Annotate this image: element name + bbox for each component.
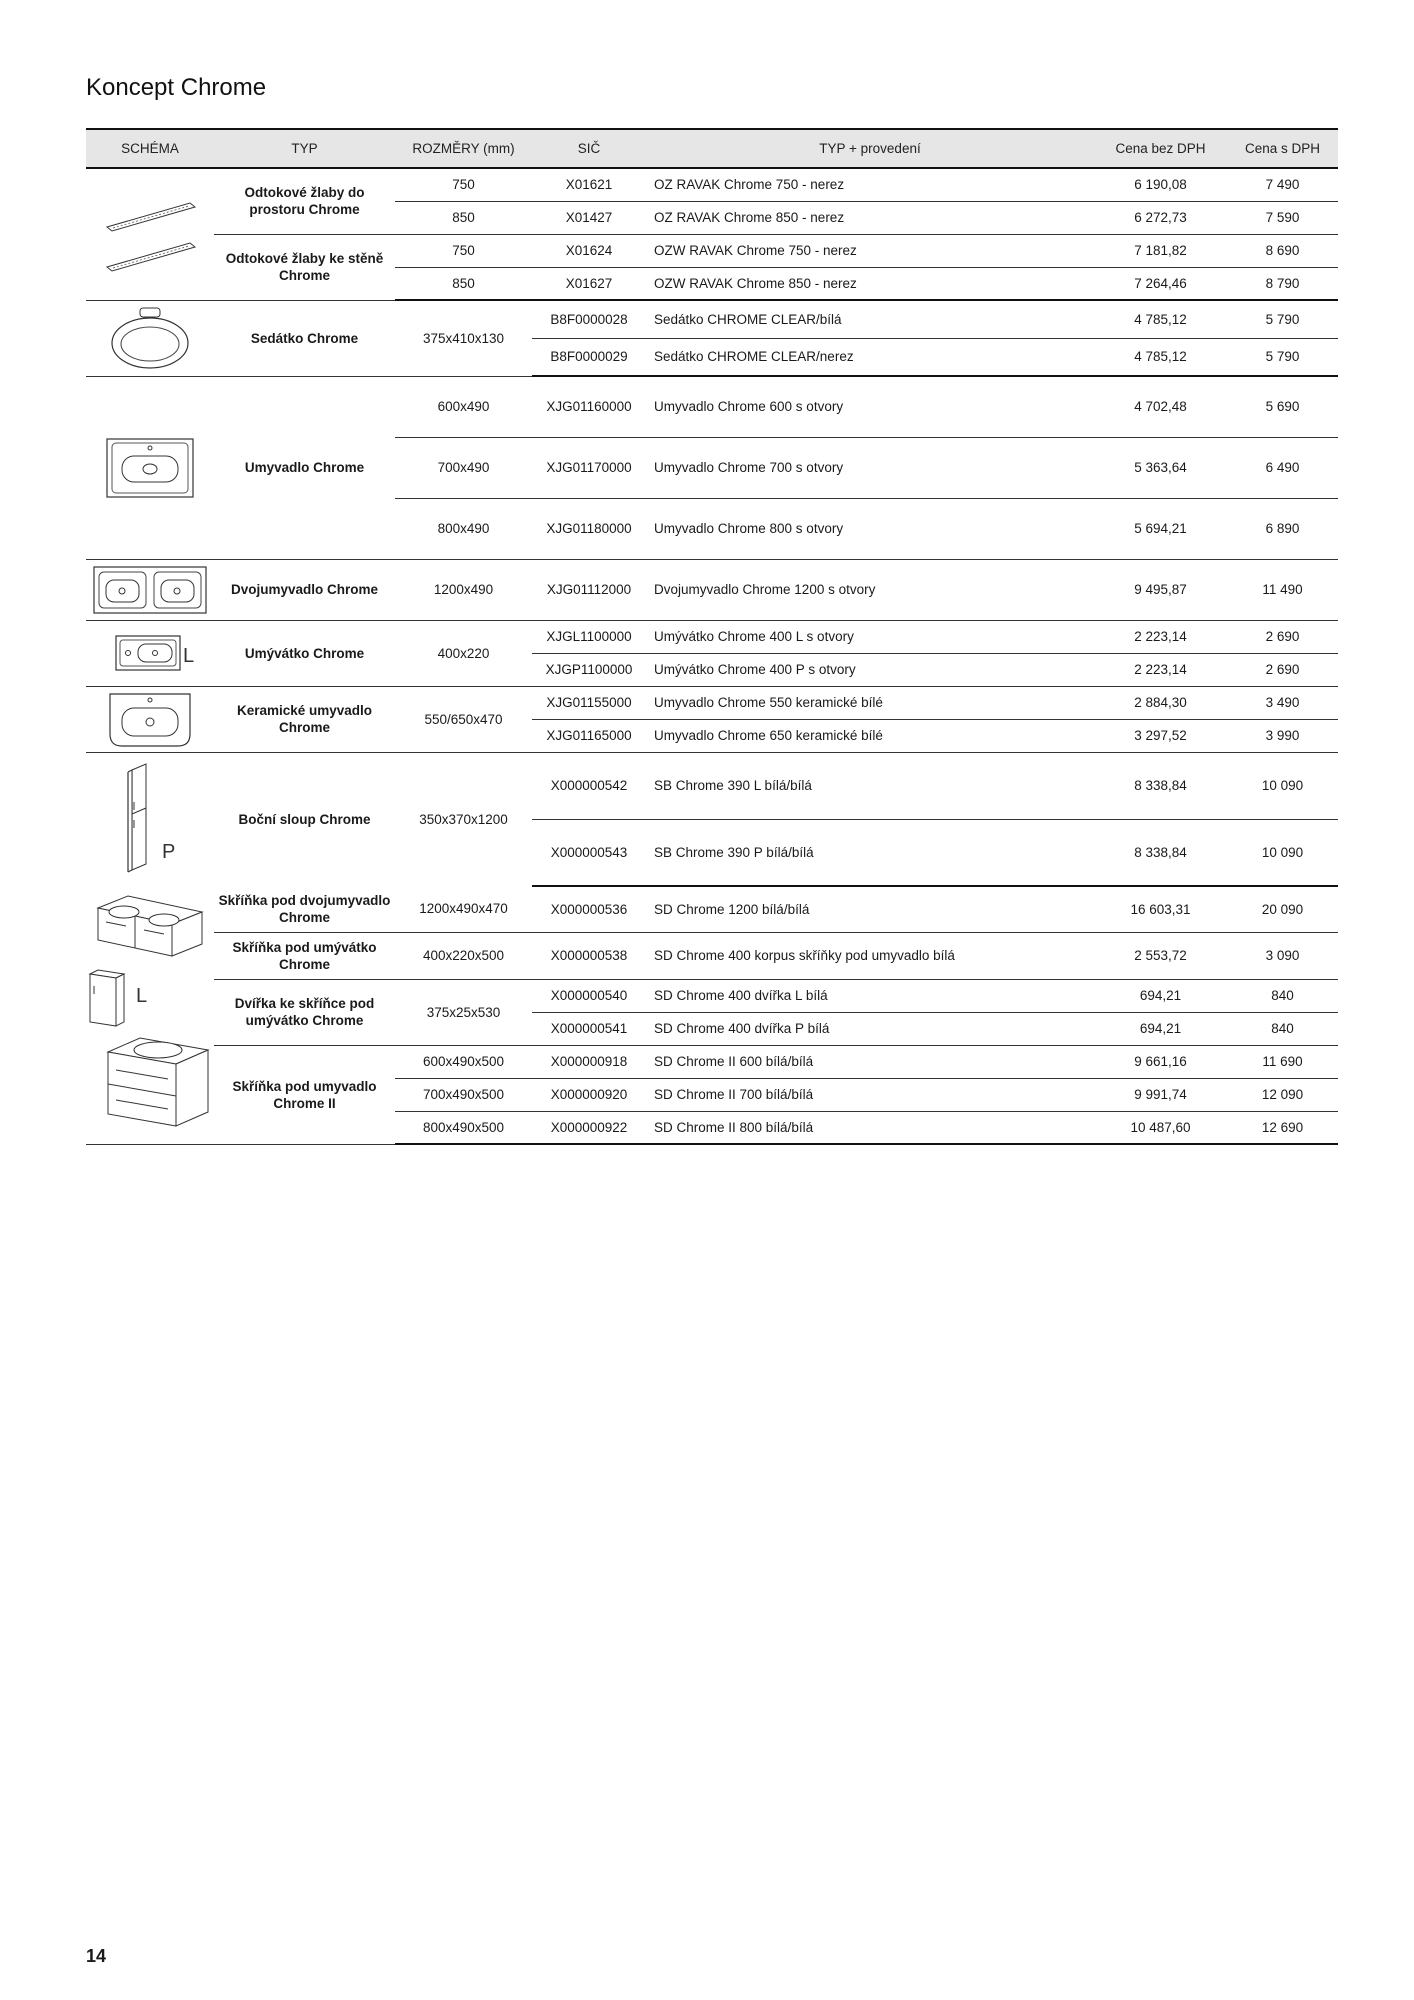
dims-cell: 700x490 <box>395 437 532 498</box>
price-ex-cell: 6 190,08 <box>1094 168 1227 201</box>
code-cell: X000000922 <box>532 1111 646 1144</box>
price-table <box>86 128 1338 1145</box>
code-cell: XJGP1100000 <box>532 653 646 686</box>
header-sic: SIČ <box>532 129 646 168</box>
table-row <box>86 620 1338 653</box>
price-ex-cell: 9 661,16 <box>1094 1045 1227 1078</box>
price-inc-cell: 3 090 <box>1227 932 1338 979</box>
washbasin-icon <box>104 436 196 500</box>
dims-cell: 400x220 <box>395 620 532 686</box>
type-small-basin-cabinet: Skříňka pod umývátko Chrome <box>214 932 395 979</box>
header-cena-s-dph: Cena s DPH <box>1227 129 1338 168</box>
desc-cell: Umyvadlo Chrome 650 keramické bílé <box>646 719 1094 752</box>
price-inc-cell: 7 490 <box>1227 168 1338 201</box>
code-cell: X000000536 <box>532 886 646 932</box>
code-cell: X01627 <box>532 267 646 300</box>
double-washbasin-icon <box>92 564 208 616</box>
price-ex-cell: 4 785,12 <box>1094 300 1227 338</box>
dims-cell: 750 <box>395 234 532 267</box>
type-toilet-seat: Sedátko Chrome <box>214 300 395 376</box>
desc-cell: OZW RAVAK Chrome 850 - nerez <box>646 267 1094 300</box>
desc-cell: SB Chrome 390 L bílá/bílá <box>646 752 1094 819</box>
cabinets-schema <box>86 886 214 1144</box>
code-cell: X000000538 <box>532 932 646 979</box>
table-row <box>86 752 1338 819</box>
price-ex-cell: 694,21 <box>1094 979 1227 1012</box>
dims-cell: 850 <box>395 267 532 300</box>
dims-cell: 400x220x500 <box>395 932 532 979</box>
type-double-washbasin: Dvojumyvadlo Chrome <box>214 559 395 620</box>
code-cell: XJG01155000 <box>532 686 646 719</box>
dims-cell: 800x490 <box>395 498 532 559</box>
small-basin-icon <box>100 628 200 678</box>
toilet-seat-schema <box>86 300 214 376</box>
price-inc-cell: 840 <box>1227 979 1338 1012</box>
washbasin-schema <box>86 376 214 559</box>
dims-cell: 750 <box>395 168 532 201</box>
price-ex-cell: 5 694,21 <box>1094 498 1227 559</box>
dims-cell: 850 <box>395 201 532 234</box>
price-ex-cell: 7 181,82 <box>1094 234 1227 267</box>
price-ex-cell: 2 884,30 <box>1094 686 1227 719</box>
dims-cell: 550/650x470 <box>395 686 532 752</box>
price-inc-cell: 10 090 <box>1227 819 1338 886</box>
dims-cell: 700x490x500 <box>395 1078 532 1111</box>
desc-cell: Umyvadlo Chrome 550 keramické bílé <box>646 686 1094 719</box>
desc-cell: OZ RAVAK Chrome 850 - nerez <box>646 201 1094 234</box>
code-cell: XJG01165000 <box>532 719 646 752</box>
code-cell: X000000543 <box>532 819 646 886</box>
page-number: 14 <box>86 1946 107 1966</box>
type-side-column: Boční sloup Chrome <box>238 811 371 827</box>
dims-cell: 375x410x130 <box>395 300 532 376</box>
desc-cell: SD Chrome II 800 bílá/bílá <box>646 1111 1094 1144</box>
table-row <box>86 979 1338 1012</box>
price-inc-cell: 20 090 <box>1227 886 1338 932</box>
ceramic-basin-schema <box>86 686 214 752</box>
page-title: Koncept Chrome <box>86 74 267 101</box>
code-cell: XJG01180000 <box>532 498 646 559</box>
type-drain-wall: Odtokové žlaby ke stěně Chrome <box>214 234 395 300</box>
code-cell: X000000542 <box>532 752 646 819</box>
price-inc-cell: 5 790 <box>1227 300 1338 338</box>
small-basin-schema <box>86 620 214 686</box>
table-row <box>86 686 1338 719</box>
price-ex-cell: 2 223,14 <box>1094 620 1227 653</box>
price-inc-cell: 11 690 <box>1227 1045 1338 1078</box>
header-typ: TYP <box>214 129 395 168</box>
desc-cell: Dvojumyvadlo Chrome 1200 s otvory <box>646 559 1094 620</box>
code-cell: XJG01112000 <box>532 559 646 620</box>
code-cell: X01624 <box>532 234 646 267</box>
code-cell: B8F0000029 <box>532 338 646 376</box>
double-washbasin-schema <box>86 559 214 620</box>
desc-cell: SD Chrome II 700 bílá/bílá <box>646 1078 1094 1111</box>
code-cell: X000000918 <box>532 1045 646 1078</box>
dims-cell: 1200x490x470 <box>395 886 532 932</box>
price-ex-cell: 9 991,74 <box>1094 1078 1227 1111</box>
price-inc-cell: 12 090 <box>1227 1078 1338 1111</box>
code-cell: XJG01160000 <box>532 376 646 437</box>
price-inc-cell: 2 690 <box>1227 620 1338 653</box>
price-inc-cell: 12 690 <box>1227 1111 1338 1144</box>
table-header-row <box>86 129 1338 168</box>
price-inc-cell: 2 690 <box>1227 653 1338 686</box>
desc-cell: Umyvadlo Chrome 600 s otvory <box>646 376 1094 437</box>
cabinets-icon <box>88 890 212 1140</box>
price-inc-cell: 6 490 <box>1227 437 1338 498</box>
code-cell: X000000920 <box>532 1078 646 1111</box>
desc-cell: Umyvadlo Chrome 800 s otvory <box>646 498 1094 559</box>
desc-cell: SD Chrome 400 korpus skříňky pod umyvadlo bílá <box>646 932 1094 979</box>
schema-label-p: P <box>162 841 176 864</box>
code-cell: B8F0000028 <box>532 300 646 338</box>
code-cell: XJG01170000 <box>532 437 646 498</box>
price-inc-cell: 8 690 <box>1227 234 1338 267</box>
desc-cell: OZW RAVAK Chrome 750 - nerez <box>646 234 1094 267</box>
dims-cell: 800x490x500 <box>395 1111 532 1144</box>
desc-cell: SD Chrome 400 dvířka P bílá <box>646 1012 1094 1045</box>
desc-cell: Umyvadlo Chrome 700 s otvory <box>646 437 1094 498</box>
header-cena-bez-dph: Cena bez DPH <box>1094 129 1227 168</box>
type-small-basin: Umývátko Chrome <box>214 620 395 686</box>
dims-cell: 600x490 <box>395 376 532 437</box>
price-inc-cell: 5 790 <box>1227 338 1338 376</box>
desc-cell: Sedátko CHROME CLEAR/bílá <box>646 300 1094 338</box>
header-rozmery: ROZMĚRY (mm) <box>395 129 532 168</box>
price-inc-cell: 6 890 <box>1227 498 1338 559</box>
price-inc-cell: 11 490 <box>1227 559 1338 620</box>
price-inc-cell: 10 090 <box>1227 752 1338 819</box>
price-ex-cell: 6 272,73 <box>1094 201 1227 234</box>
desc-cell: SD Chrome 400 dvířka L bílá <box>646 979 1094 1012</box>
price-inc-cell: 3 990 <box>1227 719 1338 752</box>
desc-cell: SD Chrome 1200 bílá/bílá <box>646 886 1094 932</box>
drain-channel-icon <box>95 189 205 279</box>
schema-label-l: L <box>183 645 195 667</box>
header-provedeni: TYP + provedení <box>646 129 1094 168</box>
table-row <box>86 886 1338 932</box>
side-column-schema <box>86 752 214 886</box>
price-inc-cell: 840 <box>1227 1012 1338 1045</box>
side-column-icon <box>110 760 190 878</box>
price-ex-cell: 4 702,48 <box>1094 376 1227 437</box>
table-row <box>86 1045 1338 1078</box>
desc-cell: Umývátko Chrome 400 P s otvory <box>646 653 1094 686</box>
code-cell: X000000541 <box>532 1012 646 1045</box>
price-ex-cell: 7 264,46 <box>1094 267 1227 300</box>
toilet-seat-icon <box>105 305 195 371</box>
desc-cell: OZ RAVAK Chrome 750 - nerez <box>646 168 1094 201</box>
type-vanity-cabinet-ii: Skříňka pod umyvadlo Chrome II <box>214 1045 395 1144</box>
desc-cell: Sedátko CHROME CLEAR/nerez <box>646 338 1094 376</box>
schema-label-l2: L <box>136 985 148 1007</box>
dims-cell: 1200x490 <box>395 559 532 620</box>
price-ex-cell: 3 297,52 <box>1094 719 1227 752</box>
table-row <box>86 932 1338 979</box>
type-cabinet-doors: Dvířka ke skříňce pod umývátko Chrome <box>214 979 395 1045</box>
type-washbasin: Umyvadlo Chrome <box>214 376 395 559</box>
desc-cell: SD Chrome II 600 bílá/bílá <box>646 1045 1094 1078</box>
code-cell: X01621 <box>532 168 646 201</box>
price-ex-cell: 694,21 <box>1094 1012 1227 1045</box>
code-cell: X01427 <box>532 201 646 234</box>
dims-cell: 375x25x530 <box>395 979 532 1045</box>
price-ex-cell: 9 495,87 <box>1094 559 1227 620</box>
price-ex-cell: 2 553,72 <box>1094 932 1227 979</box>
price-inc-cell: 5 690 <box>1227 376 1338 437</box>
table-row <box>86 168 1338 201</box>
drain-channel-schema <box>86 168 214 300</box>
ceramic-basin-icon <box>104 688 196 750</box>
desc-cell: SB Chrome 390 P bílá/bílá <box>646 819 1094 886</box>
dims-cell: 350x370x1200 <box>419 811 508 827</box>
header-schema: SCHÉMA <box>86 129 214 168</box>
price-ex-cell: 5 363,64 <box>1094 437 1227 498</box>
code-cell: XJGL1100000 <box>532 620 646 653</box>
price-ex-cell: 16 603,31 <box>1094 886 1227 932</box>
table-row <box>86 376 1338 437</box>
price-ex-cell: 8 338,84 <box>1094 752 1227 819</box>
type-double-vanity-cabinet: Skříňka pod dvojumyvadlo Chrome <box>214 886 395 932</box>
price-inc-cell: 3 490 <box>1227 686 1338 719</box>
price-inc-cell: 7 590 <box>1227 201 1338 234</box>
price-inc-cell: 8 790 <box>1227 267 1338 300</box>
table-row <box>86 234 1338 267</box>
dims-cell: 600x490x500 <box>395 1045 532 1078</box>
price-ex-cell: 2 223,14 <box>1094 653 1227 686</box>
price-ex-cell: 4 785,12 <box>1094 338 1227 376</box>
table-row <box>86 300 1338 338</box>
table-row <box>86 559 1338 620</box>
price-ex-cell: 10 487,60 <box>1094 1111 1227 1144</box>
desc-cell: Umývátko Chrome 400 L s otvory <box>646 620 1094 653</box>
type-ceramic-basin: Keramické umyvadlo Chrome <box>214 686 395 752</box>
code-cell: X000000540 <box>532 979 646 1012</box>
type-drain-floor: Odtokové žlaby do prostoru Chrome <box>214 168 395 234</box>
price-ex-cell: 8 338,84 <box>1094 819 1227 886</box>
